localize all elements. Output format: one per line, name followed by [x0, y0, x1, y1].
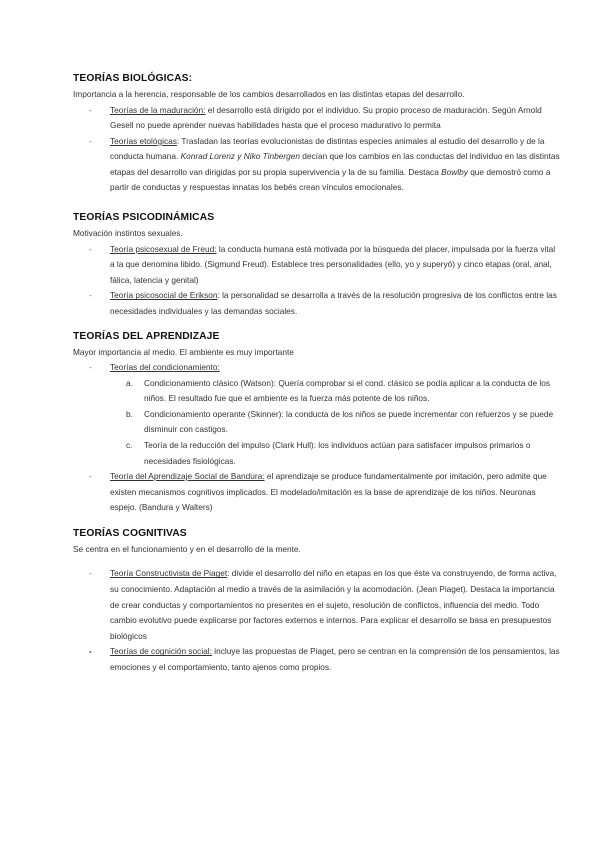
- list-psicodinamicas: [73, 242, 560, 320]
- sub-text: Condicionamiento clásico (Watson): Quería comprobar si el cond. clásico se podía aplicar a la conducta de los niños. El resultado fue que el ambiente es la fuerza más potente de los niños.: [144, 377, 550, 404]
- item-title: Teoría Constructivista de Piaget: [110, 568, 228, 579]
- item-text: la conducta humana está motivada por la búsqueda del placer, impulsada por la fuerza vital a la que denomina libido. (Sigmund Freud). Establece tres personalidades (ello, yo y superyó) y cinco etapas (oral, anal, fálica, latencia y genital): [110, 243, 556, 285]
- sub-text: Condicionamiento operante (Skinner): la conducta de los niños se puede incrementar con refuerzos y se puede disminuir con castigos.: [144, 408, 554, 435]
- list-cognitivas: [73, 566, 560, 675]
- dash-marker: -: [89, 646, 92, 657]
- section-cognitivas: [73, 526, 560, 676]
- list-item: [73, 469, 560, 516]
- item-title: Teorías etológicas: [110, 135, 177, 146]
- list-item: [73, 288, 560, 319]
- dash-marker: -: [89, 104, 92, 115]
- list-item: [73, 644, 560, 675]
- item-title: Teoría psicosocial de Erikson: [110, 290, 218, 301]
- dash-marker: -: [89, 243, 92, 254]
- item-title: Teorías del condicionamiento:: [110, 362, 220, 373]
- dash-marker: -: [89, 568, 92, 579]
- sub-text: Teoría de la reducción del impulso (Clark Hull): los individuos actúan para satisfacer impulsos primarios o necesidades fisiológicas.: [144, 440, 531, 466]
- dash-marker: -: [89, 290, 92, 301]
- heading-psicodinamicas: TEORÍAS PSICODINÁMICAS: [73, 212, 215, 224]
- alpha-marker: a.: [126, 377, 133, 388]
- item-title: Teorías de la maduración:: [110, 104, 206, 115]
- section-biologicas: [73, 71, 560, 196]
- item-text: : la personalidad se desarrolla a través de la resolución progresiva de los conflictos entre las necesidades individuales y las demandas sociales.: [110, 290, 557, 316]
- item-text: decían que los cambios en las conductas del individuo en las distintas etapas del desarrollo van dirigidas por su propia supervivencia y la de su familia. Destaca: [110, 151, 560, 177]
- item-italic: Bowlby: [441, 166, 468, 177]
- item-text: el desarrollo está dirigido por el individuo. Su propio proceso de maduración. Según Arnold Gesell no puede aprender nuevas habilidades hasta que el proceso madurativo lo permita: [110, 104, 542, 131]
- heading-aprendizaje: TEORÍAS DEL APRENDIZAJE: [73, 330, 220, 342]
- alpha-marker: b.: [126, 408, 133, 419]
- heading-cognitivas: TEORÍAS COGNITIVAS: [73, 527, 187, 539]
- item-text: el aprendizaje se produce fundamentalmente por imitación, pero admite que existen mecanismos cognitivos implicados. El modelado/imitación es la base de aprendizaje de los niños. Neuronas espejo. (Bandura y Walters): [110, 471, 547, 513]
- item-text: que demostró como a partir de conductas y respuestas innatas los bebés crean vínculos emocionales.: [110, 166, 551, 193]
- sublist-item: [110, 376, 560, 407]
- dash-marker: -: [89, 362, 92, 373]
- list-item: [73, 134, 560, 196]
- item-text: : divide el desarrollo del niño en etapas en los que éste va construyendo, de forma activa, su conocimiento. Adaptación al medio a través de la asimilación y la acomodación. (Jean Piaget). Destaca la importancia de crear conductas y comportamientos no presentes en el sujeto, resolución de conflictos, influencia del medio. Todo cambio evolutivo puede explicarse por factores externos e internos. Para explicar el desarrollo se basa en presupuestos biológicos: [110, 568, 557, 641]
- list-item: [73, 103, 560, 134]
- item-title: Teoría del Aprendizaje Social de Bandura:: [110, 471, 265, 482]
- list-item: [73, 360, 560, 469]
- intro-psicodinamicas: Motivación instintos sexuales.: [73, 228, 183, 239]
- intro-cognitivas: Se centra en el funcionamiento y en el desarrollo de la mente.: [73, 543, 301, 554]
- list-item: [73, 242, 560, 289]
- intro-biologicas: Importancia a la herencia, responsable de los cambios desarrollados en las distintas etapas del desarrollo.: [73, 89, 465, 99]
- sublist-item: [110, 438, 560, 469]
- intro-aprendizaje: Mayor importancia al medio. El ambiente es muy importante: [73, 346, 294, 357]
- alpha-marker: c.: [126, 440, 133, 450]
- section-aprendizaje: [73, 329, 560, 516]
- dash-marker: -: [89, 135, 92, 146]
- section-psicodinamicas: [73, 210, 560, 319]
- heading-biologicas: TEORÍAS BIOLÓGICAS:: [73, 73, 193, 84]
- item-text: incluye las propuestas de Piaget, pero se centran en la comprensión de los pensamientos, las emociones y el comportamiento, tanto ajenos como propios.: [110, 646, 560, 673]
- sublist-condicionamiento: [110, 376, 560, 470]
- item-title: Teorías de cognición social:: [110, 646, 212, 657]
- sublist-item: [110, 407, 560, 438]
- item-title: Teoría psicosexual de Freud:: [110, 243, 217, 254]
- item-text: : Trasladan las teorías evolucionistas de distintas especies animales al estudio del desarrollo y de la conducta humana.: [110, 135, 545, 162]
- item-italic: Konrad Lorenz y Niko Tinbergen: [180, 151, 300, 162]
- list-item: [73, 566, 560, 644]
- dash-marker: -: [89, 471, 92, 482]
- list-aprendizaje: [73, 360, 560, 516]
- list-biologicas: [73, 103, 560, 197]
